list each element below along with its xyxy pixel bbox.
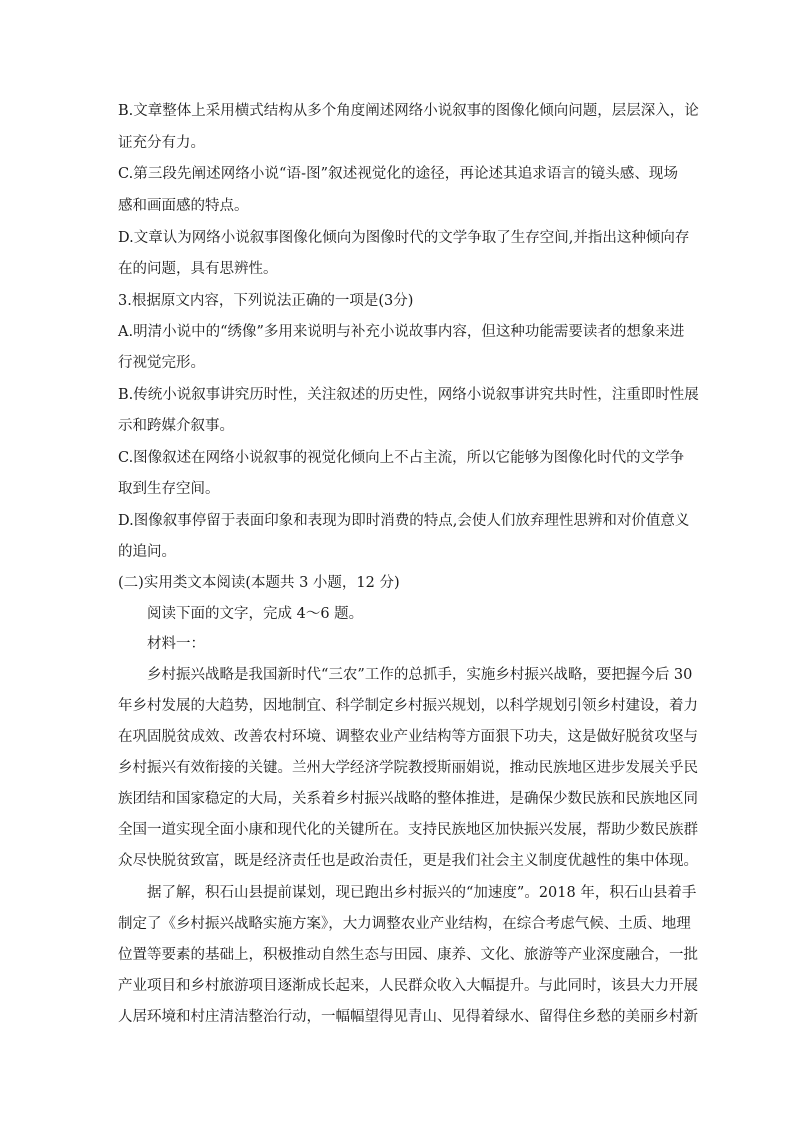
text-line: D.文章认为网络小说叙事图像化倾向为图像时代的文学争取了生存空间,并指出这种倾向存 <box>118 230 690 246</box>
option-a: A.明清小说中的“绣像”多用来说明与补充小说故事内容，但这种功能需要读者的想象来进 <box>118 324 685 340</box>
text-line: 的追问。 <box>118 544 176 560</box>
text-line: 示和跨媒介叙事。 <box>118 418 234 434</box>
instruction-line: 阅读下面的文字，完成 4～6 题。 <box>147 606 364 622</box>
text-line: 感和画面感的特点。 <box>118 198 249 214</box>
option-b: B.传统小说叙事讲究历时性，关注叙述的历史性，网络小说叙事讲究共时性，注重即时性展 <box>118 387 699 403</box>
text-line: B.文章整体上采用横式结构从多个角度阐述网络小说叙事的图像化倾向问题，层层深入，论 <box>118 103 699 119</box>
text-line: 年乡村发展的大趋势，因地制宜、科学制定乡村振兴规划，以科学规划引领乡村建设，着力 <box>118 698 698 714</box>
text-line: 乡村振兴战略是我国新时代“三农”工作的总抓手，实施乡村振兴战略，要把握今后 30 <box>147 667 693 683</box>
text-line: 族团结和国家稳定的大局，关系着乡村振兴战略的整体推进，是确保少数民族和民族地区同 <box>118 791 698 807</box>
section-heading: (二)实用类文本阅读(本题共 3 小题，12 分) <box>118 575 400 591</box>
text-line: 在巩固脱贫成效、改善农村环境、调整农业产业结构等方面狠下功夫，这是做好脱贫攻坚与 <box>118 729 698 745</box>
option-d: D.图像叙事停留于表面印象和表现为即时消费的特点,会使人们放弃理性思辨和对价值意义 <box>118 513 690 529</box>
option-c: C.图像叙述在网络小说叙事的视觉化倾向上不占主流，所以它能够为图像化时代的文学争 <box>118 450 685 466</box>
text-line: 位置等要素的基础上，积极推动自然生态与田园、康养、文化、旅游等产业深度融合，一批 <box>118 947 698 963</box>
text-line: 行视觉完形。 <box>118 355 205 371</box>
text-line: 人居环境和村庄清洁整治行动，一幅幅望得见青山、见得着绿水、留得住乡愁的美丽乡村新 <box>118 1009 698 1025</box>
text-line: C.第三段先阐述网络小说“语-图”叙述视觉化的途径，再论述其追求语言的镜头感、现场 <box>118 166 678 182</box>
text-line: 在的问题，具有思辨性。 <box>118 261 278 277</box>
text-line: 制定了《乡村振兴战略实施方案》，大力调整农业产业结构，在综合考虑气候、土质、地理 <box>118 916 691 932</box>
text-line: 全国一道实现全面小康和现代化的关键所在。支持民族地区加快振兴发展，帮助少数民族群 <box>118 822 698 838</box>
text-line: 证充分有力。 <box>118 135 205 151</box>
material-label: 材料一： <box>147 636 205 652</box>
text-line: 产业项目和乡村旅游项目逐渐成长起来，人民群众收入大幅提升。与此同时，该县大力开展 <box>118 978 698 994</box>
text-line: 乡村振兴有效衔接的关键。兰州大学经济学院教授斯丽娟说，推动民族地区进步发展关乎民 <box>118 760 698 776</box>
text-line: 取到生存空间。 <box>118 481 220 497</box>
question-stem: 3.根据原文内容，下列说法正确的一项是(3分) <box>118 293 414 309</box>
text-line: 众尽快脱贫致富，既是经济责任也是政治责任，更是我们社会主义制度优越性的集中体现。 <box>118 853 698 869</box>
text-line: 据了解，积石山县提前谋划，现已跑出乡村振兴的“加速度”。2018 年，积石山县着手 <box>147 885 697 901</box>
